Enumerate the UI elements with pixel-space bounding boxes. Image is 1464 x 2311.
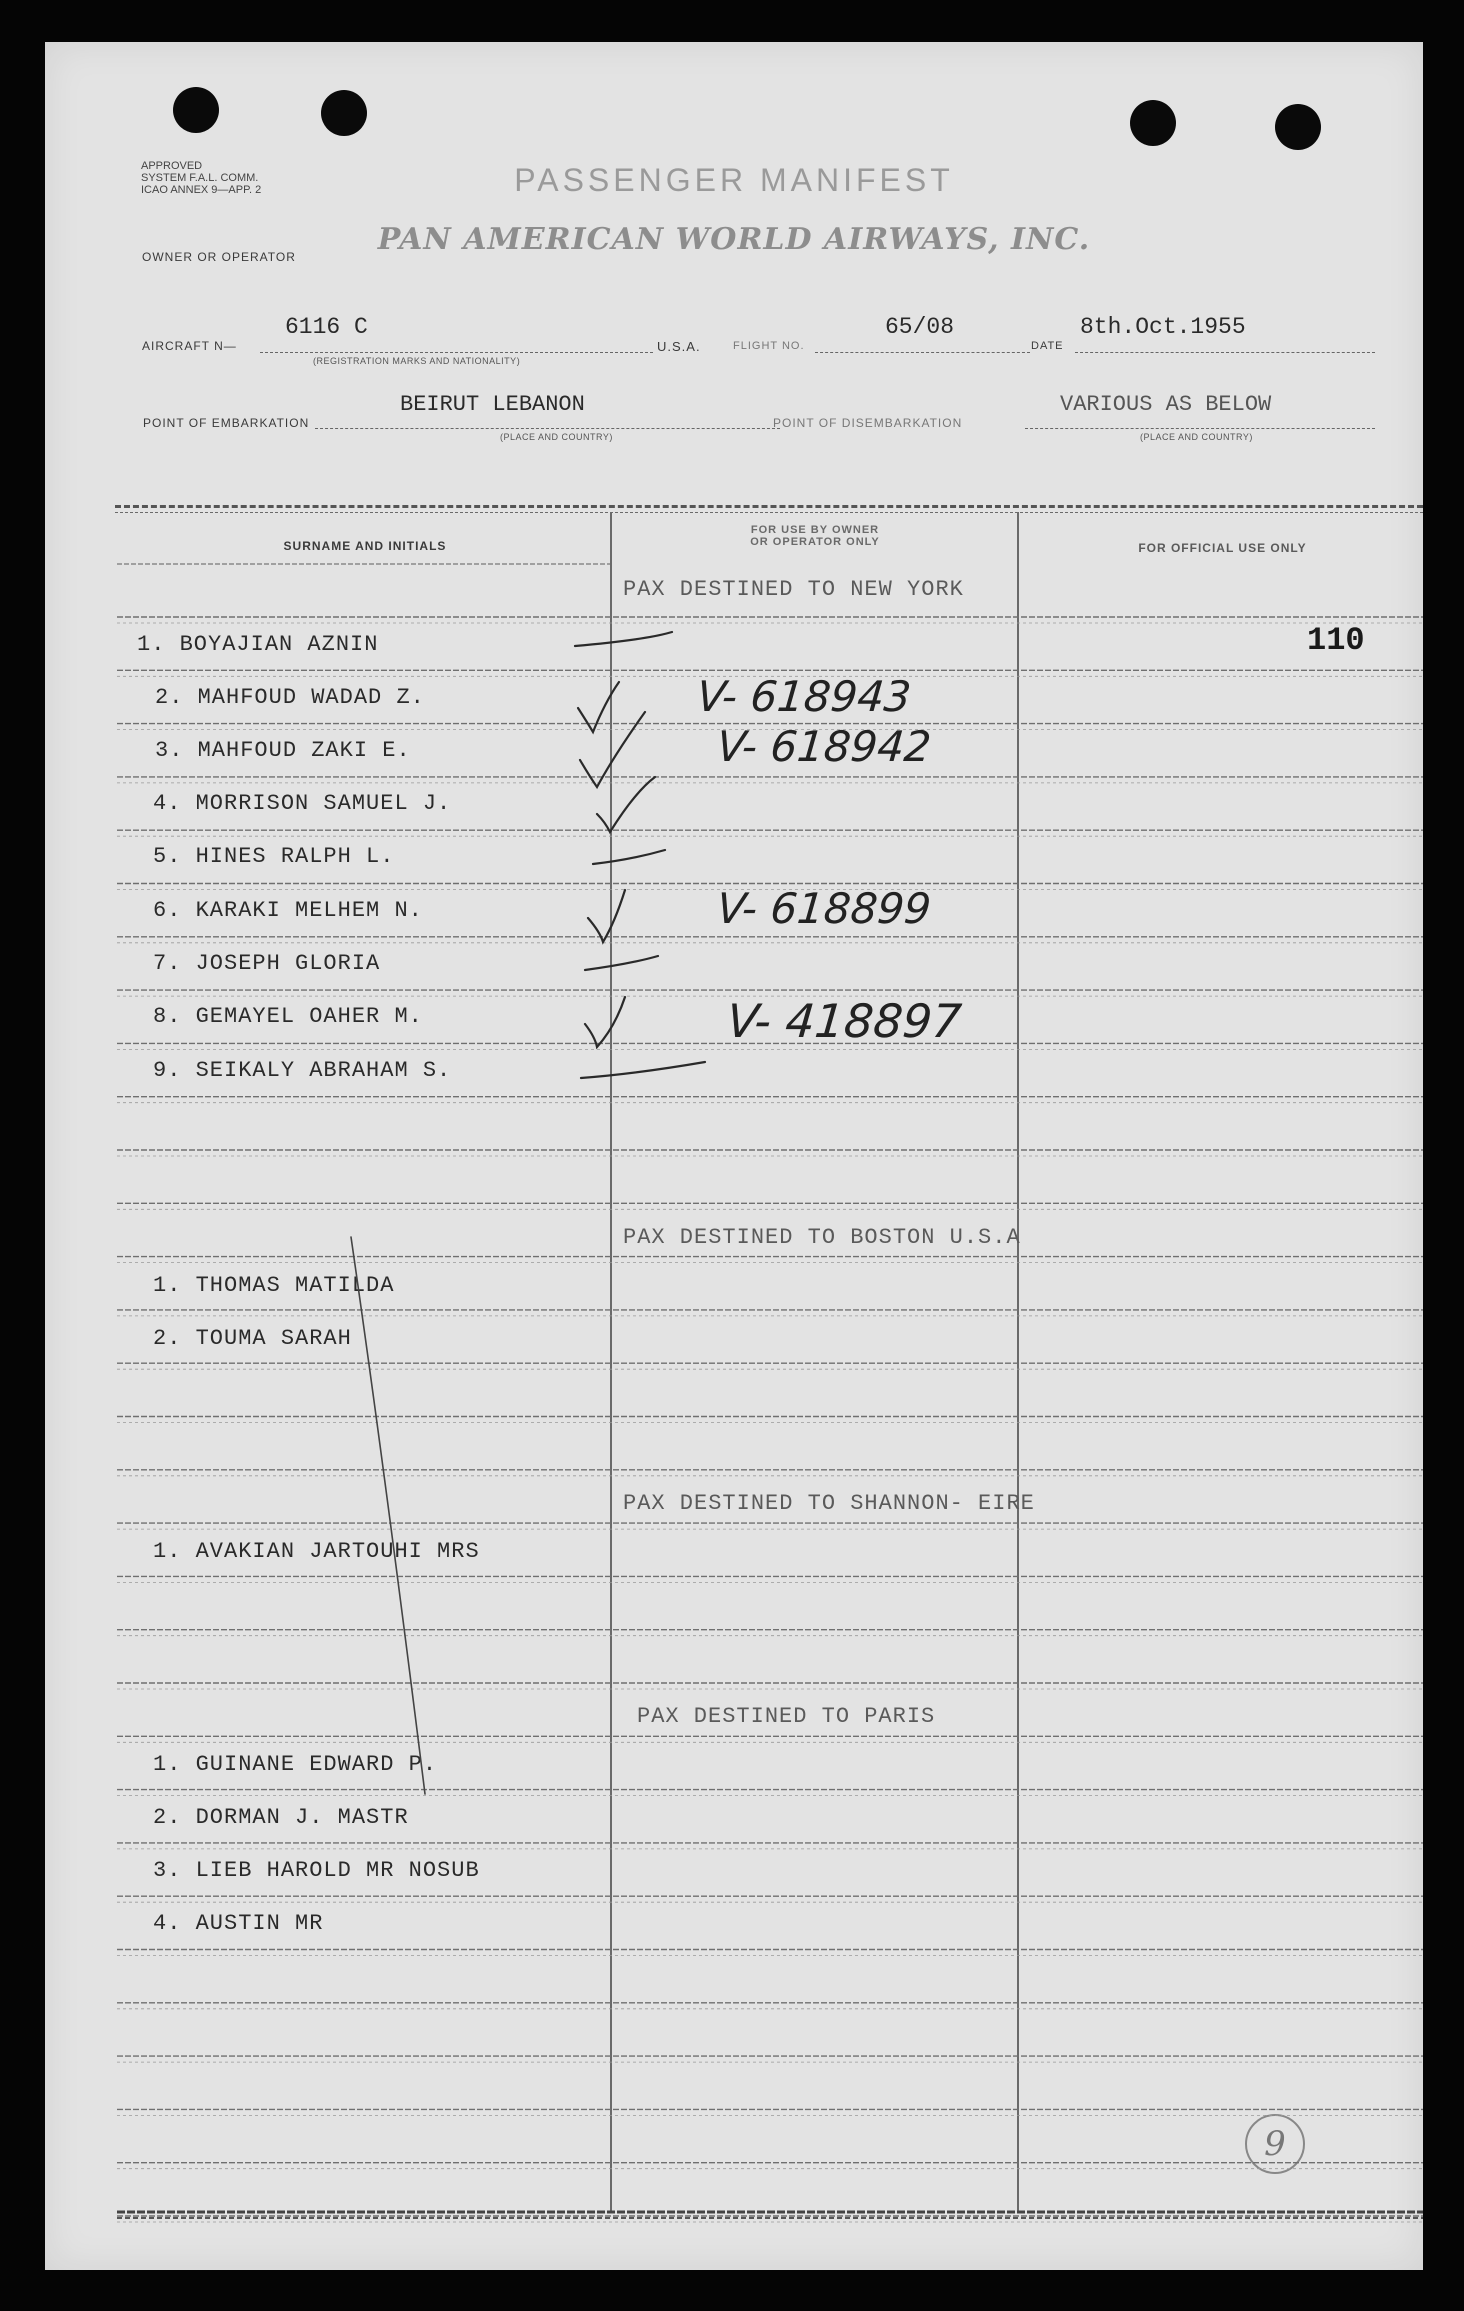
approval-note: APPROVED SYSTEM F.A.L. COMM. ICAO ANNEX 9—APP. 2 bbox=[141, 160, 262, 196]
place-caption-2: (PLACE AND COUNTRY) bbox=[1140, 432, 1253, 442]
section-new-york: PAX DESTINED TO NEW YORK bbox=[623, 577, 964, 602]
official-code: 110 bbox=[1307, 622, 1365, 659]
handwritten-note: V- 618899 bbox=[714, 884, 934, 933]
ruling-and-check-marks bbox=[45, 42, 1423, 2270]
list-item: 8. GEMAYEL OAHER M. bbox=[153, 1004, 423, 1029]
list-item: 1. AVAKIAN JARTOUHI MRS bbox=[153, 1539, 480, 1564]
list-item: 4. MORRISON SAMUEL J. bbox=[153, 791, 452, 816]
section-boston: PAX DESTINED TO BOSTON U.S.A bbox=[623, 1225, 1021, 1250]
section-paris: PAX DESTINED TO PARIS bbox=[637, 1704, 936, 1729]
dash-mark bbox=[575, 632, 672, 646]
list-item: 9. SEIKALY ABRAHAM S. bbox=[153, 1058, 452, 1083]
handwritten-note: V- 618943 bbox=[694, 672, 914, 721]
check-mark bbox=[578, 682, 619, 732]
dash-mark bbox=[585, 956, 658, 970]
handwritten-note: V- 618942 bbox=[714, 722, 934, 771]
flight-label: FLIGHT NO. bbox=[733, 340, 805, 352]
list-item: 2. DORMAN J. MASTR bbox=[153, 1805, 409, 1830]
list-item: 1. GUINANE EDWARD P. bbox=[153, 1752, 438, 1777]
handwritten-note: V- 418897 bbox=[724, 994, 964, 1048]
list-item: 2. TOUMA SARAH bbox=[153, 1326, 352, 1351]
place-caption: (PLACE AND COUNTRY) bbox=[500, 432, 613, 442]
page-title: PASSENGER MANIFEST bbox=[514, 162, 954, 198]
dash-mark bbox=[593, 850, 665, 864]
list-item: 7. JOSEPH GLORIA bbox=[153, 951, 381, 976]
disembark-label: POINT OF DISEMBARKATION bbox=[773, 416, 963, 430]
list-item: 3. LIEB HAROLD MR NOSUB bbox=[153, 1858, 480, 1883]
date-label: DATE bbox=[1031, 340, 1064, 352]
col-owner-header: FOR USE BY OWNER OR OPERATOR ONLY bbox=[750, 524, 880, 548]
list-item: 2. MAHFOUD WADAD Z. bbox=[155, 685, 425, 710]
list-item: 1. THOMAS MATILDA bbox=[153, 1273, 395, 1298]
page-number: 9 bbox=[1245, 2114, 1305, 2174]
list-item: 6. KARAKI MELHEM N. bbox=[153, 898, 423, 923]
dash-mark bbox=[581, 1062, 705, 1078]
operator-name: PAN AMERICAN WORLD AIRWAYS, INC. bbox=[377, 222, 1091, 257]
flight-value: 65/08 bbox=[885, 314, 955, 340]
list-item: 3. MAHFOUD ZAKI E. bbox=[155, 738, 411, 763]
check-mark bbox=[588, 890, 625, 942]
check-mark bbox=[585, 997, 625, 1047]
list-item: 5. HINES RALPH L. bbox=[153, 844, 395, 869]
pen-stroke bbox=[351, 1237, 425, 1794]
aircraft-label: AIRCRAFT N— bbox=[142, 339, 237, 353]
col-surname-header: SURNAME AND INITIALS bbox=[283, 539, 447, 553]
check-mark bbox=[597, 777, 655, 832]
disembark-value: VARIOUS AS BELOW bbox=[1060, 392, 1272, 417]
owner-label: OWNER OR OPERATOR bbox=[142, 250, 296, 264]
embark-label: POINT OF EMBARKATION bbox=[143, 416, 310, 430]
list-item: 4. AUSTIN MR bbox=[153, 1911, 324, 1936]
list-item: 1. BOYAJIAN AZNIN bbox=[137, 632, 379, 657]
embark-value: BEIRUT LEBANON bbox=[400, 392, 585, 417]
section-shannon: PAX DESTINED TO SHANNON- EIRE bbox=[623, 1491, 1035, 1516]
col-official-header: FOR OFFICIAL USE ONLY bbox=[1138, 541, 1307, 555]
aircraft-value: 6116 C bbox=[285, 314, 368, 340]
registration-caption: (REGISTRATION MARKS AND NATIONALITY) bbox=[313, 356, 521, 366]
manifest-sheet bbox=[45, 42, 1423, 2270]
usa-label: U.S.A. bbox=[657, 339, 701, 354]
date-value: 8th.Oct.1955 bbox=[1080, 314, 1246, 340]
